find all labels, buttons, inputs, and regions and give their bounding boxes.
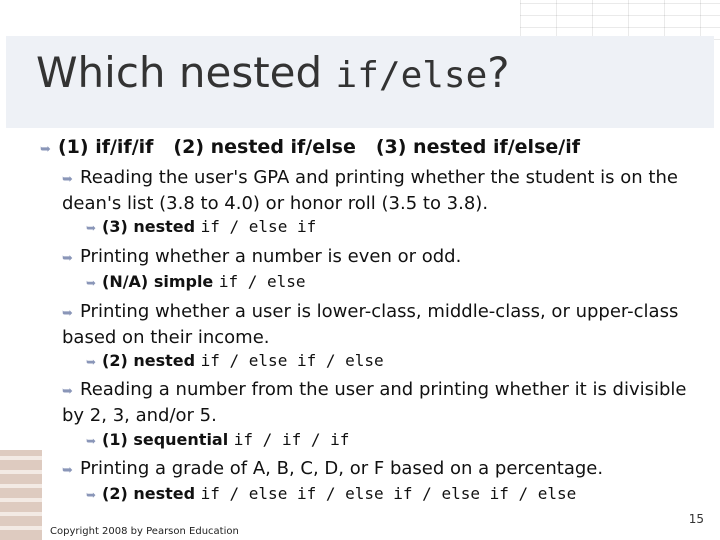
arrow-bullet-icon: ➥ [86,434,97,448]
item-text: Printing whether a user is lower-class, middle-class, or upper-class based on their income. [62,301,679,348]
arrow-bullet-icon: ➥ [62,172,73,187]
title-suffix: ? [487,48,510,97]
arrow-bullet-icon: ➥ [62,306,73,321]
answer-label: (N/A) simple [102,272,214,291]
answer-code: if / else if / else [200,351,384,370]
arrow-bullet-icon: ➥ [62,463,73,478]
answer-line [86,351,384,370]
title-prefix: Which nested [36,48,336,97]
item-text: Printing whether a number is even or odd. [80,246,462,267]
option-3: (3) nested if/else/if [375,136,580,158]
list-item [62,166,712,216]
options-line [40,136,580,158]
arrow-bullet-icon: ➥ [40,142,51,157]
brick-decoration [520,0,720,40]
arrow-bullet-icon: ➥ [86,221,97,235]
item-text: Reading the user's GPA and printing whether the student is on the dean's list (3.8 to 4.0) or honor roll (3.5 to 3.8). [62,167,678,214]
answer-label: (2) nested [102,351,196,370]
answer-code: if / else [218,272,306,291]
page-number: 15 [688,512,704,526]
answer-line [86,430,349,449]
answer-label: (1) sequential [102,430,229,449]
answer-label: (3) nested [102,217,196,236]
list-item [62,378,712,428]
arrow-bullet-icon: ➥ [86,276,97,290]
answer-code: if / else if [200,217,317,236]
option-1: (1) if/if/if [58,136,154,158]
arrow-bullet-icon: ➥ [86,355,97,369]
item-text: Printing a grade of A, B, C, D, or F based on a percentage. [80,458,604,479]
arrow-bullet-icon: ➥ [62,384,73,399]
brick-decoration [0,450,42,540]
list-item [62,457,712,483]
title-code: if/else [335,55,488,96]
answer-line [86,484,576,503]
item-text: Reading a number from the user and printing whether it is divisible by 2, 3, and/or 5. [62,379,687,426]
answer-line [86,217,316,236]
arrow-bullet-icon: ➥ [62,251,73,266]
answer-label: (2) nested [102,484,196,503]
list-item [62,300,712,350]
option-2: (2) nested if/else [173,136,356,158]
arrow-bullet-icon: ➥ [86,488,97,502]
answer-code: if / if / if [233,430,350,449]
answer-line [86,272,306,291]
slide-title [36,48,510,97]
answer-code: if / else if / else if / else if / else [200,484,577,503]
copyright-text: Copyright 2008 by Pearson Education [50,526,239,537]
list-item [62,245,712,271]
